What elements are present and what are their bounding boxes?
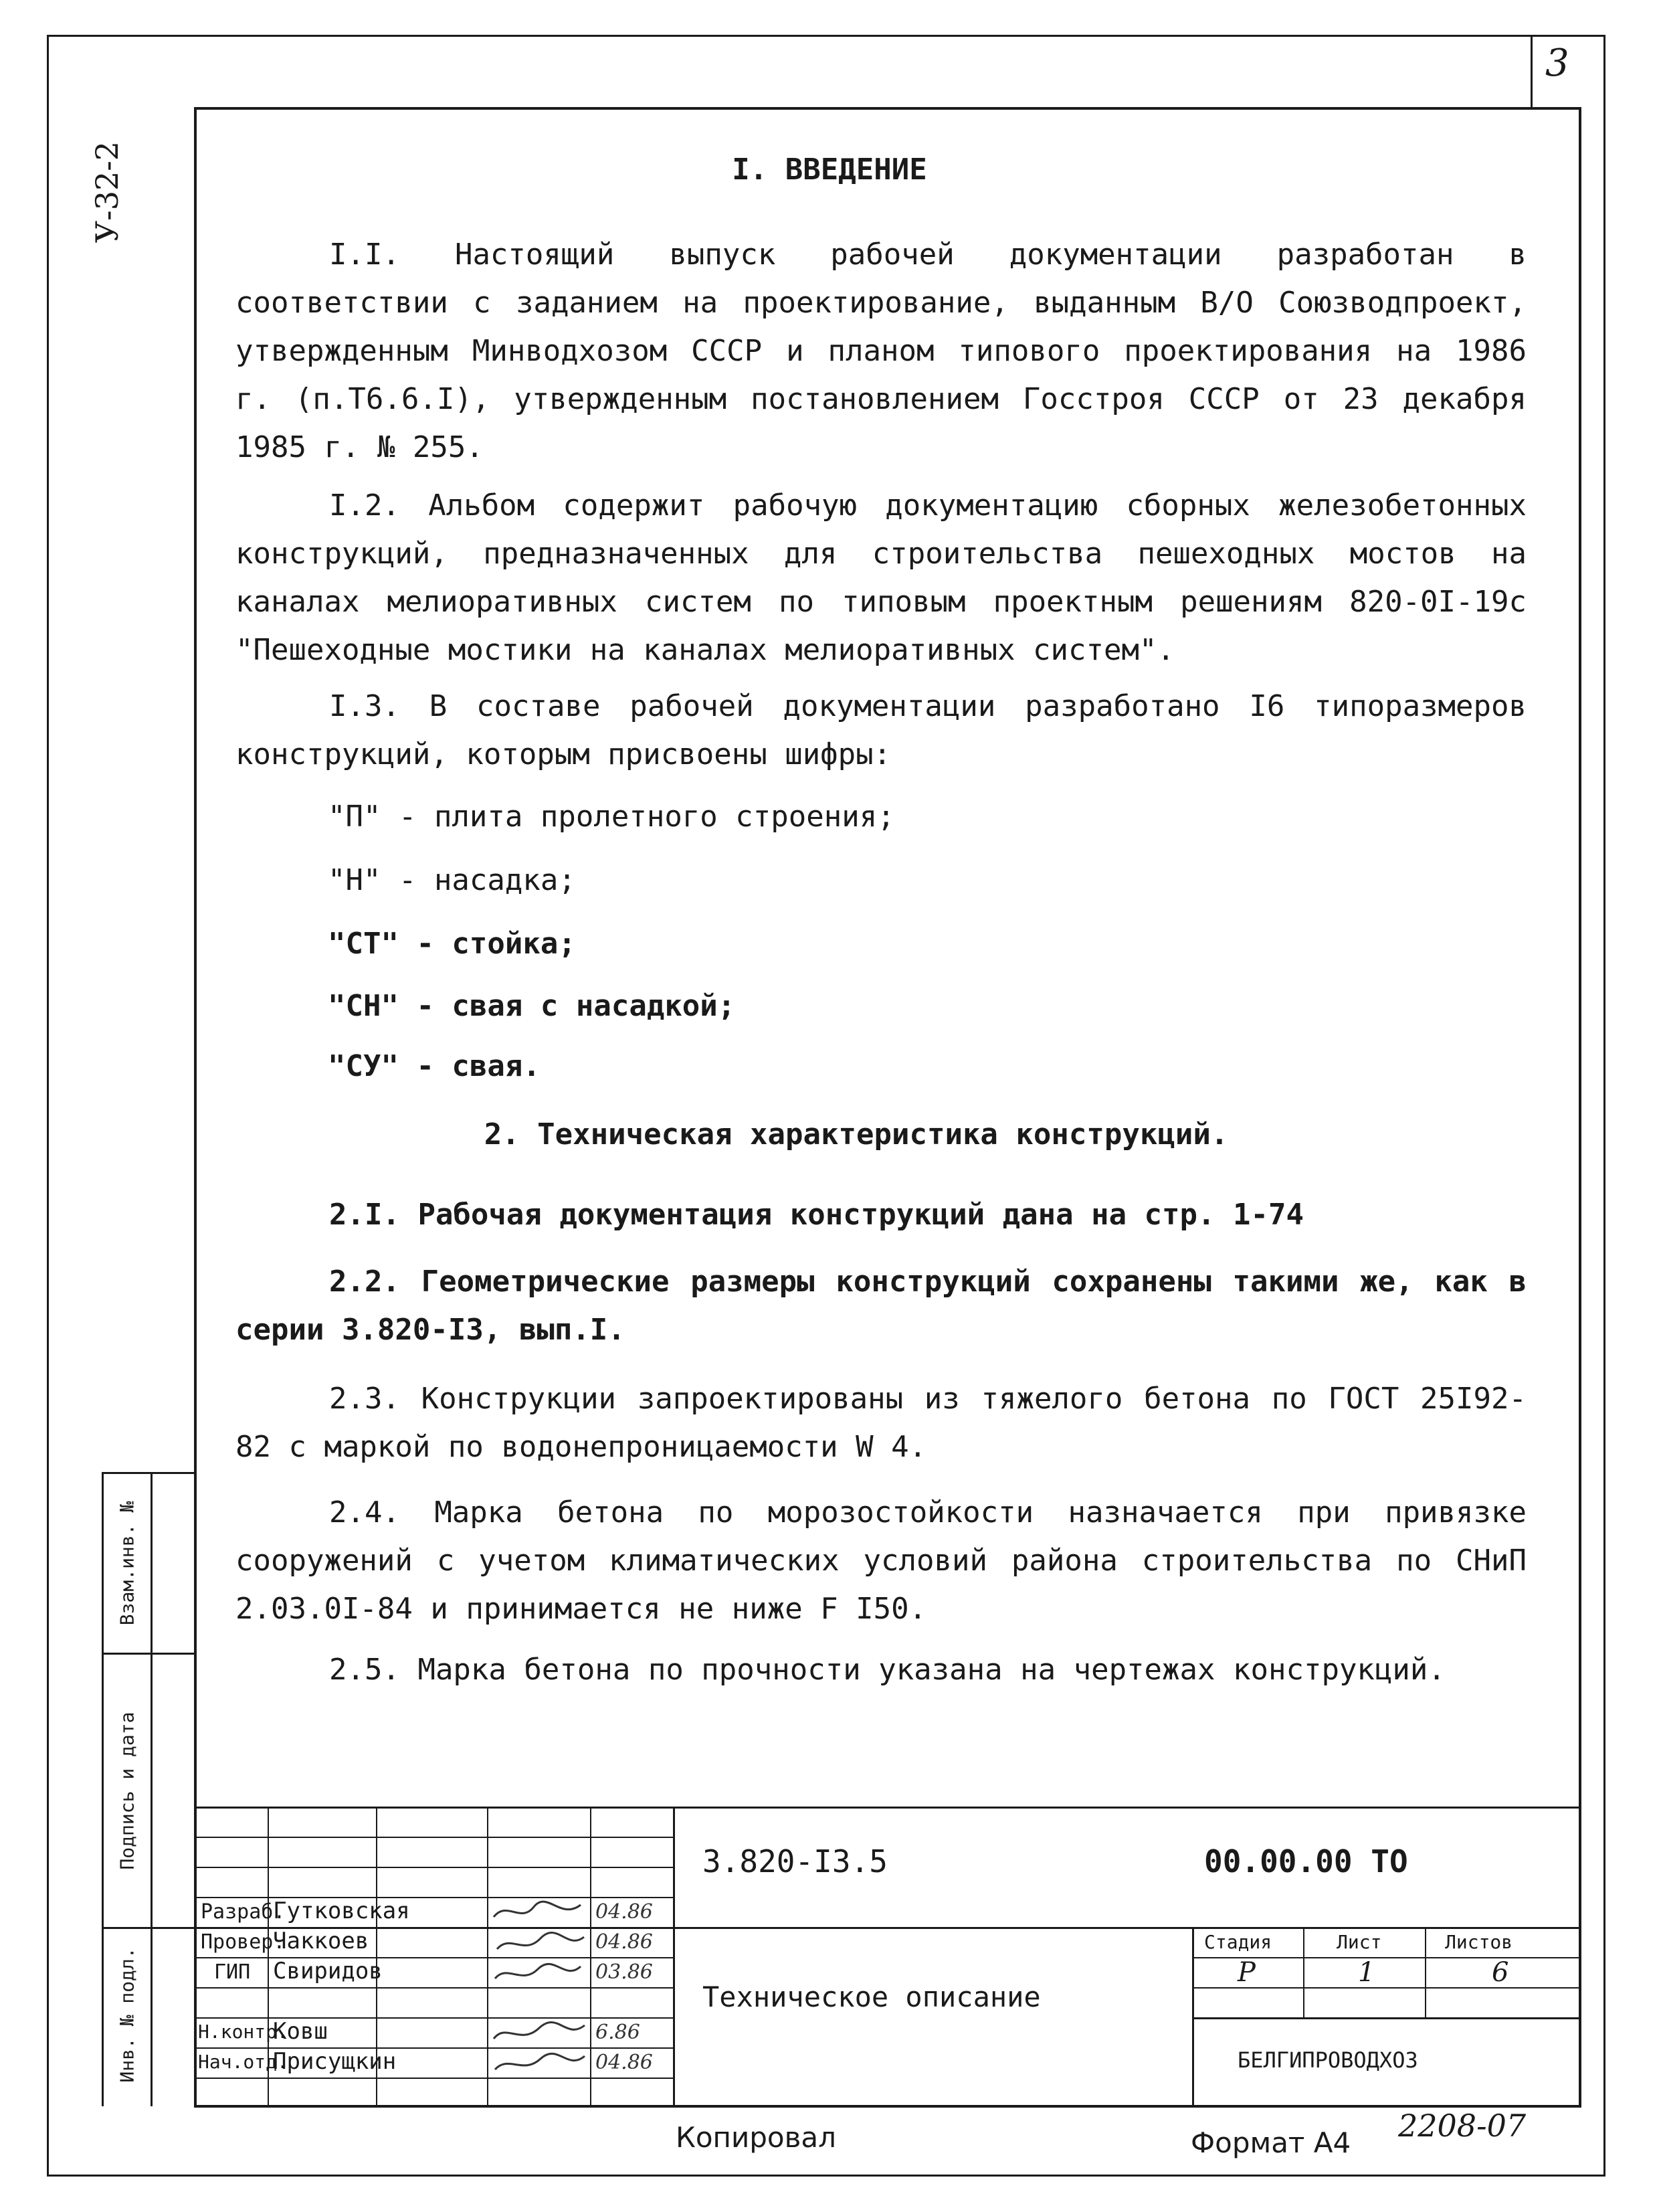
frame-bottom xyxy=(47,2175,1605,2177)
sheets-value: 6 xyxy=(1492,1957,1509,1988)
organization: БЕЛГИПРОВОДХОЗ xyxy=(1238,2047,1418,2073)
section1-p1: I.I. Настоящий выпуск рабочей документации разработан в соответствии с заданием на проектирование, выданным В/О Союзводпроект, утвержденным Минводхозом СССР и планом типового проектирования на 1986 г. (п.Т6.6.I), утвержденным постановлением Госстроя СССР от 23 декабря 1985 г. № 255. xyxy=(235,238,1527,464)
signature-date: 6.86 xyxy=(595,2021,640,2044)
list-item: "СТ" - стойка; xyxy=(328,927,576,961)
inner-frame-top xyxy=(194,107,1580,110)
section2-p1: 2.I. Рабочая документация конструкций дана на стр. 1-74 xyxy=(329,1198,1304,1232)
side-label-inv: Инв. № подл. xyxy=(116,1947,138,2083)
stage-value: Р xyxy=(1238,1957,1256,1988)
person-name: Гутковская xyxy=(273,1898,410,1924)
role-label: ГИП xyxy=(214,1960,251,1984)
side-code: У-32-2 xyxy=(89,141,125,244)
role-label: Разраб. xyxy=(201,1900,286,1924)
frame-top xyxy=(47,35,1605,37)
side-label-replace: Взам.инв. № xyxy=(116,1501,138,1626)
stage-label: Стадия xyxy=(1204,1931,1272,1953)
person-name: Чаккоев xyxy=(273,1928,369,1954)
list-item: "СУ" - свая. xyxy=(328,1049,541,1083)
section2-p2: 2.2. Геометрические размеры конструкций сохранены такими же, как в серии 3.820-I3, вып.I. xyxy=(235,1265,1527,1347)
sheet-label: Лист xyxy=(1337,1931,1382,1953)
section2-title: 2. Техническая характеристика конструкций. xyxy=(484,1117,1229,1151)
section1-title: I. ВВЕДЕНИЕ xyxy=(732,153,927,187)
signature-date: 03.86 xyxy=(595,1960,653,1984)
format-label: Формат А4 xyxy=(1191,2126,1351,2159)
section2-p5: 2.5. Марка бетона по прочности указана на чертежах конструкций. xyxy=(329,1653,1446,1687)
section2-p3: 2.3. Конструкции запроектированы из тяжелого бетона по ГОСТ 25I92-82 с маркой по водонепроницаемости W 4. xyxy=(235,1382,1527,1464)
signature-date: 04.86 xyxy=(595,2051,653,2074)
copied-label: Копировал xyxy=(676,2121,836,2154)
section1-p2: I.2. Альбом содержит рабочую документацию сборных железобетонных конструкций, предназначенных для строительства пешеходных мостов на каналах мелиоративных систем по типовым проектным решениям 820-0I-19с "Пешеходные мостики на каналах мелиоративных систем". xyxy=(235,488,1527,667)
page-number: 3 xyxy=(1545,41,1569,85)
frame-left xyxy=(47,35,49,2176)
sheets-label: Листов xyxy=(1445,1931,1513,1953)
section2-p4: 2.4. Марка бетона по морозостойкости назначается при привязке сооружений с учетом климатических условий района строительства по СНиП 2.03.0I-84 и принимается не ниже F I50. xyxy=(235,1495,1527,1626)
frame-right xyxy=(1603,35,1605,2176)
side-label-signature: Подпись и дата xyxy=(116,1712,138,1870)
signature-date: 04.86 xyxy=(595,1900,653,1924)
signature-date: 04.86 xyxy=(595,1930,653,1954)
person-name: Свиридов xyxy=(273,1958,383,1985)
inner-frame-bottom xyxy=(194,2105,1581,2108)
section1-p3: I.3. В составе рабочей документации разработано I6 типоразмеров конструкций, которым присвоены шифры: xyxy=(235,689,1527,771)
list-item: "СН" - свая с насадкой; xyxy=(328,989,736,1023)
role-label: Провер. xyxy=(201,1930,286,1954)
document-title: Техническое описание xyxy=(702,1980,1041,2013)
series-code: 3.820-I3.5 xyxy=(702,1843,888,1879)
person-name: Ковш xyxy=(273,2018,328,2045)
role-label: Н.контр. xyxy=(198,2021,288,2043)
document-code: 00.00.00 ТО xyxy=(1204,1843,1408,1879)
list-item: "П" - плита пролетного строения; xyxy=(328,800,895,834)
sheet-value: 1 xyxy=(1358,1957,1375,1988)
list-item: "Н" - насадка; xyxy=(328,863,576,897)
signature-scribbles xyxy=(487,1897,591,2078)
person-name: Присущкин xyxy=(273,2048,397,2075)
page-number-box-left xyxy=(1531,35,1533,108)
bottom-code: 2208-07 xyxy=(1398,2108,1527,2144)
role-label: Нач.отд. xyxy=(198,2051,288,2073)
